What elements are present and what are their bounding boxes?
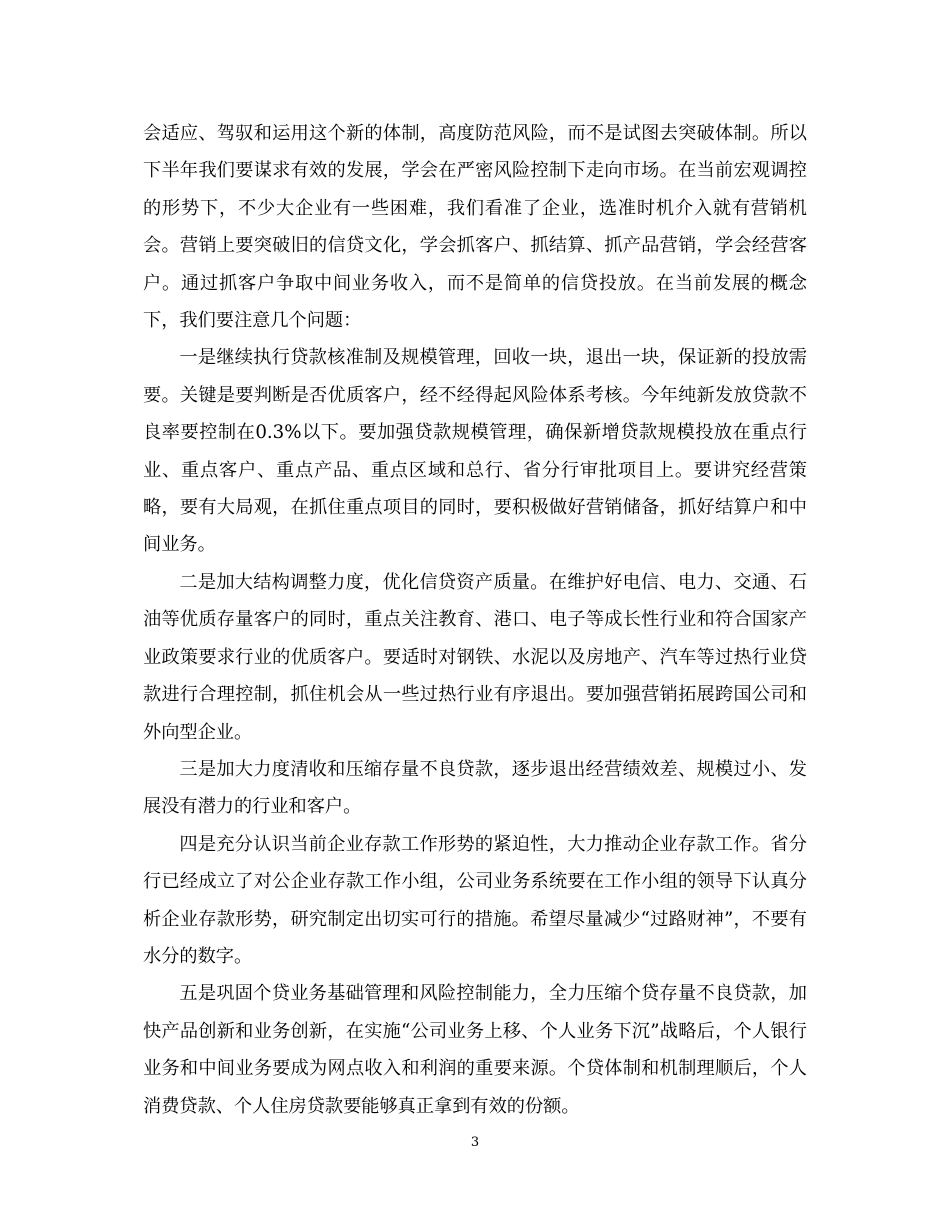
paragraph-point-four: 四是充分认识当前企业存款工作形势的紧迫性，大力推动企业存款工作。省分行已经成立了对公企业存款工作小组，公司业务系统要在工作小组的领导下认真分析企业存款形势，研究制定出切实可行的措施。希望尽量减少“过路财神”，不要有水分的数字。 [143, 833, 807, 967]
paragraph-point-five: 五是巩固个贷业务基础管理和风险控制能力，全力压缩个贷存量不良贷款，加快产品创新和业务创新，在实施“公司业务上移、个人业务下沉”战略后，个人银行业务和中间业务要成为网点收入和利润的重要来源。个贷体制和机制理顺后，个人消费贷款、个人住房贷款要能够真正拿到有效的份额。 [143, 983, 807, 1117]
paragraph-point-one: 一是继续执行贷款核准制及规模管理，回收一块，退出一块，保证新的投放需要。关键是要判断是否优质客户，经不经得起风险体系考核。今年纯新发放贷款不良率要控制在0.3%以下。要加强贷款规模管理，确保新增贷款规模投放在重点行业、重点客户、重点产品、重点区域和总行、省分行审批项目上。要讲究经营策略，要有大局观，在抓住重点项目的同时，要积极做好营销储备，抓好结算户和中间业务。 [143, 347, 807, 556]
paragraph-point-three: 三是加大力度清收和压缩存量不良贷款，逐步退出经营绩效差、规模过小、发展没有潜力的行业和客户。 [143, 758, 807, 818]
paragraph-point-two: 二是加大结构调整力度，优化信贷资产质量。在维护好电信、电力、交通、石油等优质存量客户的同时，重点关注教育、港口、电子等成长性行业和符合国家产业政策要求行业的优质客户。要适时对钢铁、水泥以及房地产、汽车等过热行业贷款进行合理控制，抓住机会从一些过热行业有序退出。要加强营销拓展跨国公司和外向型企业。 [143, 571, 807, 743]
page-number: 3 [470, 1135, 480, 1150]
body-text [143, 115, 807, 1125]
paragraph-intro-continuation: 会适应、驾驭和运用这个新的体制，高度防范风险，而不是试图去突破体制。所以下半年我们要谋求有效的发展，学会在严密风险控制下走向市场。在当前宏观调控的形势下，不少大企业有一些困难，我们看准了企业，选准时机介入就有营销机会。营销上要突破旧的信贷文化，学会抓客户、抓结算、抓产品营销，学会经营客户。通过抓客户争取中间业务收入，而不是简单的信贷投放。在当前发展的概念下，我们要注意几个问题： [143, 123, 807, 332]
